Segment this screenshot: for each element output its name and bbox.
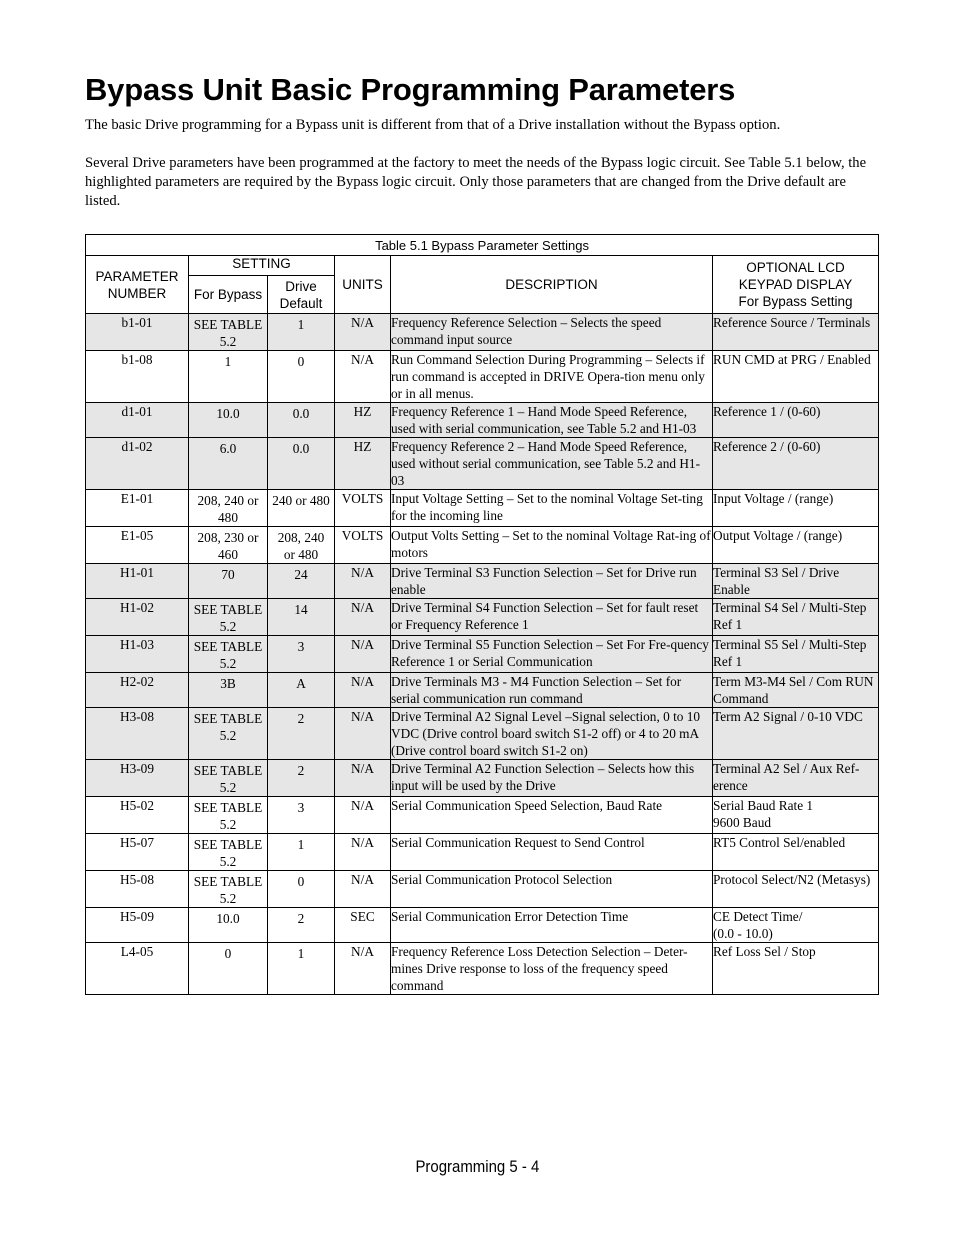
table-row: [86, 438, 879, 490]
header-description: DESCRIPTION: [391, 256, 713, 314]
description-cell: Frequency Reference 1 – Hand Mode Speed Reference, used with serial communication, see Table 5.2 and H1-03: [391, 403, 713, 438]
drive-default-cell: 208, 240 or 480: [268, 527, 335, 564]
description-cell: Drive Terminals M3 - M4 Function Selection – Set for serial communication run command: [391, 673, 713, 708]
lcd-display-cell: Terminal S5 Sel / Multi-Step Ref 1: [713, 636, 879, 673]
page-title: Bypass Unit Basic Programming Parameters: [85, 72, 736, 107]
parameter-cell: E1-01: [86, 490, 189, 527]
table-row: [86, 351, 879, 403]
units-cell: HZ: [335, 403, 391, 438]
for-bypass-cell: SEE TABLE 5.2: [189, 834, 268, 871]
table-row: [86, 908, 879, 943]
lcd-display-cell: Protocol Select/N2 (Metasys): [713, 871, 879, 908]
parameter-cell: d1-02: [86, 438, 189, 490]
for-bypass-cell: SEE TABLE 5.2: [189, 599, 268, 636]
parameter-cell: H5-07: [86, 834, 189, 871]
description-cell: Frequency Reference Loss Detection Selection – Deter-mines Drive response to loss of the frequency speed command: [391, 943, 713, 995]
description-cell: Serial Communication Protocol Selection: [391, 871, 713, 908]
lcd-display-cell: Terminal A2 Sel / Aux Ref-erence: [713, 760, 879, 797]
parameter-cell: b1-08: [86, 351, 189, 403]
for-bypass-cell: 10.0: [189, 908, 268, 943]
drive-default-cell: 240 or 480: [268, 490, 335, 527]
drive-default-cell: 2: [268, 908, 335, 943]
for-bypass-cell: 0: [189, 943, 268, 995]
drive-default-cell: 3: [268, 636, 335, 673]
drive-default-cell: 0: [268, 871, 335, 908]
description-cell: Drive Terminal S4 Function Selection – Set for fault reset or Frequency Reference 1: [391, 599, 713, 636]
table-row: [86, 527, 879, 564]
lcd-display-cell: RUN CMD at PRG / Enabled: [713, 351, 879, 403]
lcd-display-cell: Reference Source / Terminals: [713, 314, 879, 351]
units-cell: N/A: [335, 314, 391, 351]
units-cell: N/A: [335, 760, 391, 797]
description-cell: Serial Communication Error Detection Time: [391, 908, 713, 943]
header-lcd-line2: KEYPAD DISPLAY: [738, 277, 853, 292]
parameter-cell: d1-01: [86, 403, 189, 438]
units-cell: N/A: [335, 673, 391, 708]
description-cell: Serial Communication Speed Selection, Baud Rate: [391, 797, 713, 834]
description-cell: Drive Terminal S5 Function Selection – Set For Fre-quency Reference 1 or Serial Communication: [391, 636, 713, 673]
drive-default-cell: 0: [268, 351, 335, 403]
parameter-cell: H5-02: [86, 797, 189, 834]
for-bypass-cell: 6.0: [189, 438, 268, 490]
drive-default-cell: 1: [268, 943, 335, 995]
units-cell: N/A: [335, 797, 391, 834]
units-cell: VOLTS: [335, 490, 391, 527]
table-row: [86, 564, 879, 599]
lcd-display-cell: Term M3-M4 Sel / Com RUN Command: [713, 673, 879, 708]
table-row: [86, 403, 879, 438]
units-cell: N/A: [335, 708, 391, 760]
drive-default-cell: 1: [268, 834, 335, 871]
for-bypass-cell: SEE TABLE 5.2: [189, 797, 268, 834]
table-row: [86, 943, 879, 995]
lcd-display-cell: Output Voltage / (range): [713, 527, 879, 564]
parameter-cell: L4-05: [86, 943, 189, 995]
table-row: [86, 871, 879, 908]
for-bypass-cell: SEE TABLE 5.2: [189, 708, 268, 760]
header-drive-default: Drive Default: [268, 276, 335, 314]
description-cell: Input Voltage Setting – Set to the nominal Voltage Set-ting for the incoming line: [391, 490, 713, 527]
description-cell: Drive Terminal S3 Function Selection – Set for Drive run enable: [391, 564, 713, 599]
page-footer: Programming 5 - 4: [415, 1157, 539, 1176]
for-bypass-cell: 1: [189, 351, 268, 403]
parameter-cell: H1-01: [86, 564, 189, 599]
description-cell: Frequency Reference Selection – Selects the speed command input source: [391, 314, 713, 351]
description-cell: Run Command Selection During Programming – Selects if run command is accepted in DRIVE Opera-tion menu only or in all menus.: [391, 351, 713, 403]
header-lcd-line3: For Bypass Setting: [738, 294, 853, 309]
units-cell: VOLTS: [335, 527, 391, 564]
for-bypass-cell: 70: [189, 564, 268, 599]
table-row: [86, 834, 879, 871]
table-row: [86, 314, 879, 351]
table-row: [86, 673, 879, 708]
lcd-display-cell: Term A2 Signal / 0-10 VDC: [713, 708, 879, 760]
table-row: [86, 760, 879, 797]
units-cell: N/A: [335, 636, 391, 673]
parameter-cell: H5-08: [86, 871, 189, 908]
drive-default-cell: 3: [268, 797, 335, 834]
lcd-display-cell: Terminal S3 Sel / Drive Enable: [713, 564, 879, 599]
header-for-bypass: For Bypass: [189, 276, 268, 314]
lcd-display-cell: Terminal S4 Sel / Multi-Step Ref 1: [713, 599, 879, 636]
for-bypass-cell: 10.0: [189, 403, 268, 438]
description-cell: Frequency Reference 2 – Hand Mode Speed Reference, used without serial communication, see Table 5.2 and H1-03: [391, 438, 713, 490]
drive-default-cell: 24: [268, 564, 335, 599]
drive-default-cell: 0.0: [268, 403, 335, 438]
table-row: [86, 708, 879, 760]
table-row: [86, 636, 879, 673]
drive-default-cell: 2: [268, 760, 335, 797]
parameter-cell: H1-03: [86, 636, 189, 673]
for-bypass-cell: 3B: [189, 673, 268, 708]
units-cell: N/A: [335, 871, 391, 908]
for-bypass-cell: SEE TABLE 5.2: [189, 314, 268, 351]
drive-default-cell: 0.0: [268, 438, 335, 490]
drive-default-cell: A: [268, 673, 335, 708]
for-bypass-cell: SEE TABLE 5.2: [189, 760, 268, 797]
units-cell: N/A: [335, 564, 391, 599]
for-bypass-cell: 208, 240 or 480: [189, 490, 268, 527]
lcd-display-cell: Reference 1 / (0-60): [713, 403, 879, 438]
lcd-display-cell: RT5 Control Sel/enabled: [713, 834, 879, 871]
lcd-display-cell: Reference 2 / (0-60): [713, 438, 879, 490]
parameter-cell: H3-09: [86, 760, 189, 797]
table-caption: Table 5.1 Bypass Parameter Settings: [86, 235, 879, 256]
units-cell: N/A: [335, 943, 391, 995]
parameter-cell: H1-02: [86, 599, 189, 636]
header-lcd-line1: OPTIONAL LCD: [746, 260, 845, 275]
units-cell: N/A: [335, 351, 391, 403]
parameter-cell: b1-01: [86, 314, 189, 351]
units-cell: SEC: [335, 908, 391, 943]
description-cell: Drive Terminal A2 Signal Level –Signal selection, 0 to 10 VDC (Drive control board switch S1-2 off) or 4 to 20 mA (Drive control board switch S1-2 on): [391, 708, 713, 760]
for-bypass-cell: 208, 230 or 460: [189, 527, 268, 564]
parameter-cell: H5-09: [86, 908, 189, 943]
notes-paragraph: Several Drive parameters have been programmed at the factory to meet the needs of the Bypass logic circuit. See Table 5.1 below, the highlighted parameters are required by the Bypass logic circuit. Only those parameters that are changed from the Drive default are listed.: [85, 155, 867, 209]
parameter-cell: H2-02: [86, 673, 189, 708]
units-cell: N/A: [335, 599, 391, 636]
drive-default-cell: 1: [268, 314, 335, 351]
intro-paragraph: The basic Drive programming for a Bypass unit is different from that of a Drive installation without the Bypass option.: [85, 117, 781, 133]
table-row: [86, 490, 879, 527]
description-cell: Drive Terminal A2 Function Selection – Selects how this input will be used by the Drive: [391, 760, 713, 797]
header-setting: SETTING: [189, 256, 335, 276]
table-row: [86, 599, 879, 636]
header-lcd-display: [713, 256, 879, 314]
description-cell: Output Volts Setting – Set to the nominal Voltage Rat-ing of motors: [391, 527, 713, 564]
lcd-display-cell: Serial Baud Rate 1 9600 Baud: [713, 797, 879, 834]
units-cell: N/A: [335, 834, 391, 871]
lcd-display-cell: Input Voltage / (range): [713, 490, 879, 527]
for-bypass-cell: SEE TABLE 5.2: [189, 871, 268, 908]
header-units: UNITS: [335, 256, 391, 314]
drive-default-cell: 2: [268, 708, 335, 760]
lcd-display-cell: CE Detect Time/ (0.0 - 10.0): [713, 908, 879, 943]
description-cell: Serial Communication Request to Send Control: [391, 834, 713, 871]
drive-default-cell: 14: [268, 599, 335, 636]
for-bypass-cell: SEE TABLE 5.2: [189, 636, 268, 673]
bypass-parameter-table: [85, 234, 879, 995]
parameter-cell: H3-08: [86, 708, 189, 760]
lcd-display-cell: Ref Loss Sel / Stop: [713, 943, 879, 995]
header-parameter-number: PARAMETER NUMBER: [86, 256, 189, 314]
units-cell: HZ: [335, 438, 391, 490]
parameter-cell: E1-05: [86, 527, 189, 564]
table-row: [86, 797, 879, 834]
